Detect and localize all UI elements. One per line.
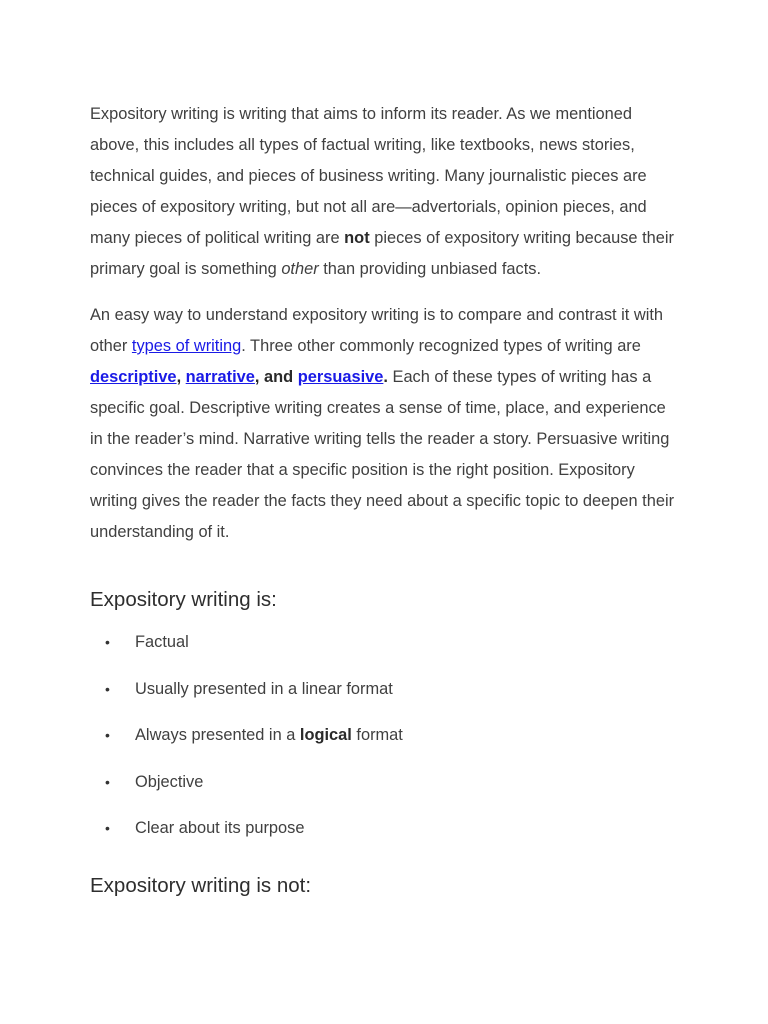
para2-text-2: . Three other commonly recognized types of writing are: [241, 337, 641, 355]
list-item-text-post: format: [351, 726, 403, 744]
persuasive-link[interactable]: persuasive: [297, 368, 384, 386]
list-item: [90, 631, 680, 653]
para1-text-1: Expository writing is writing that aims to inform its reader. As we mentioned above, this includes all types of factual writing, like textbooks, news stories, technical guides, and pieces of business writing. Many journalistic pieces are pieces of expository writing, but not all are—advertorials, opinion pieces, and many pieces of political writing are: [90, 105, 647, 247]
list-item-text: Clear about its purpose: [135, 819, 305, 837]
comma-separator: ,: [176, 368, 186, 386]
narrative-link[interactable]: narrative: [185, 368, 255, 386]
list-item-text: Objective: [135, 772, 204, 791]
list-item: [90, 771, 680, 793]
bullet-icon: •: [105, 773, 110, 790]
bullet-icon: •: [105, 680, 110, 697]
is-list: [90, 631, 680, 839]
writing-types-group: [90, 368, 388, 386]
para1-bold-not: not: [344, 229, 370, 247]
group-period: .: [383, 368, 388, 386]
article-body: [90, 99, 680, 899]
para1-italic-other: other: [281, 260, 319, 278]
bullet-icon: •: [105, 634, 110, 650]
section-heading-is: Expository writing is:: [90, 588, 277, 611]
section-heading-is-not: Expository writing is not:: [90, 874, 312, 897]
para2-text-1: An easy way to understand expository writing is to compare and contrast it with other: [90, 306, 664, 355]
intro-paragraph: [90, 99, 680, 285]
list-item-text: Usually presented in a linear format: [135, 679, 393, 698]
list-item-text: Factual: [135, 633, 189, 651]
list-item-text-pre: Always presented in a: [135, 726, 300, 744]
para1-text-3: than providing unbiased facts.: [318, 260, 542, 278]
list-item: [90, 817, 680, 839]
comparison-paragraph: [90, 300, 680, 548]
descriptive-link[interactable]: descriptive: [90, 368, 177, 386]
list-item: [90, 724, 680, 746]
list-item-bold: logical: [299, 726, 352, 744]
types-of-writing-link[interactable]: types of writing: [131, 337, 242, 355]
bullet-icon: •: [105, 727, 110, 743]
bullet-icon: •: [105, 820, 110, 836]
list-item: [90, 678, 680, 700]
and-separator: , and: [254, 368, 298, 386]
para2-text-3: Each of these types of writing has a specific goal. Descriptive writing creates a sense of time, place, and experience in the reader’s mind. Narrative writing tells the reader a story. Persuasive writing convinces the reader that a specific position is the right position. Expository writing gives the reader the facts they need about a specific topic to deepen their understanding of it.: [90, 368, 675, 541]
para1-text-2: pieces of expository writing because their primary goal is something: [90, 229, 674, 278]
